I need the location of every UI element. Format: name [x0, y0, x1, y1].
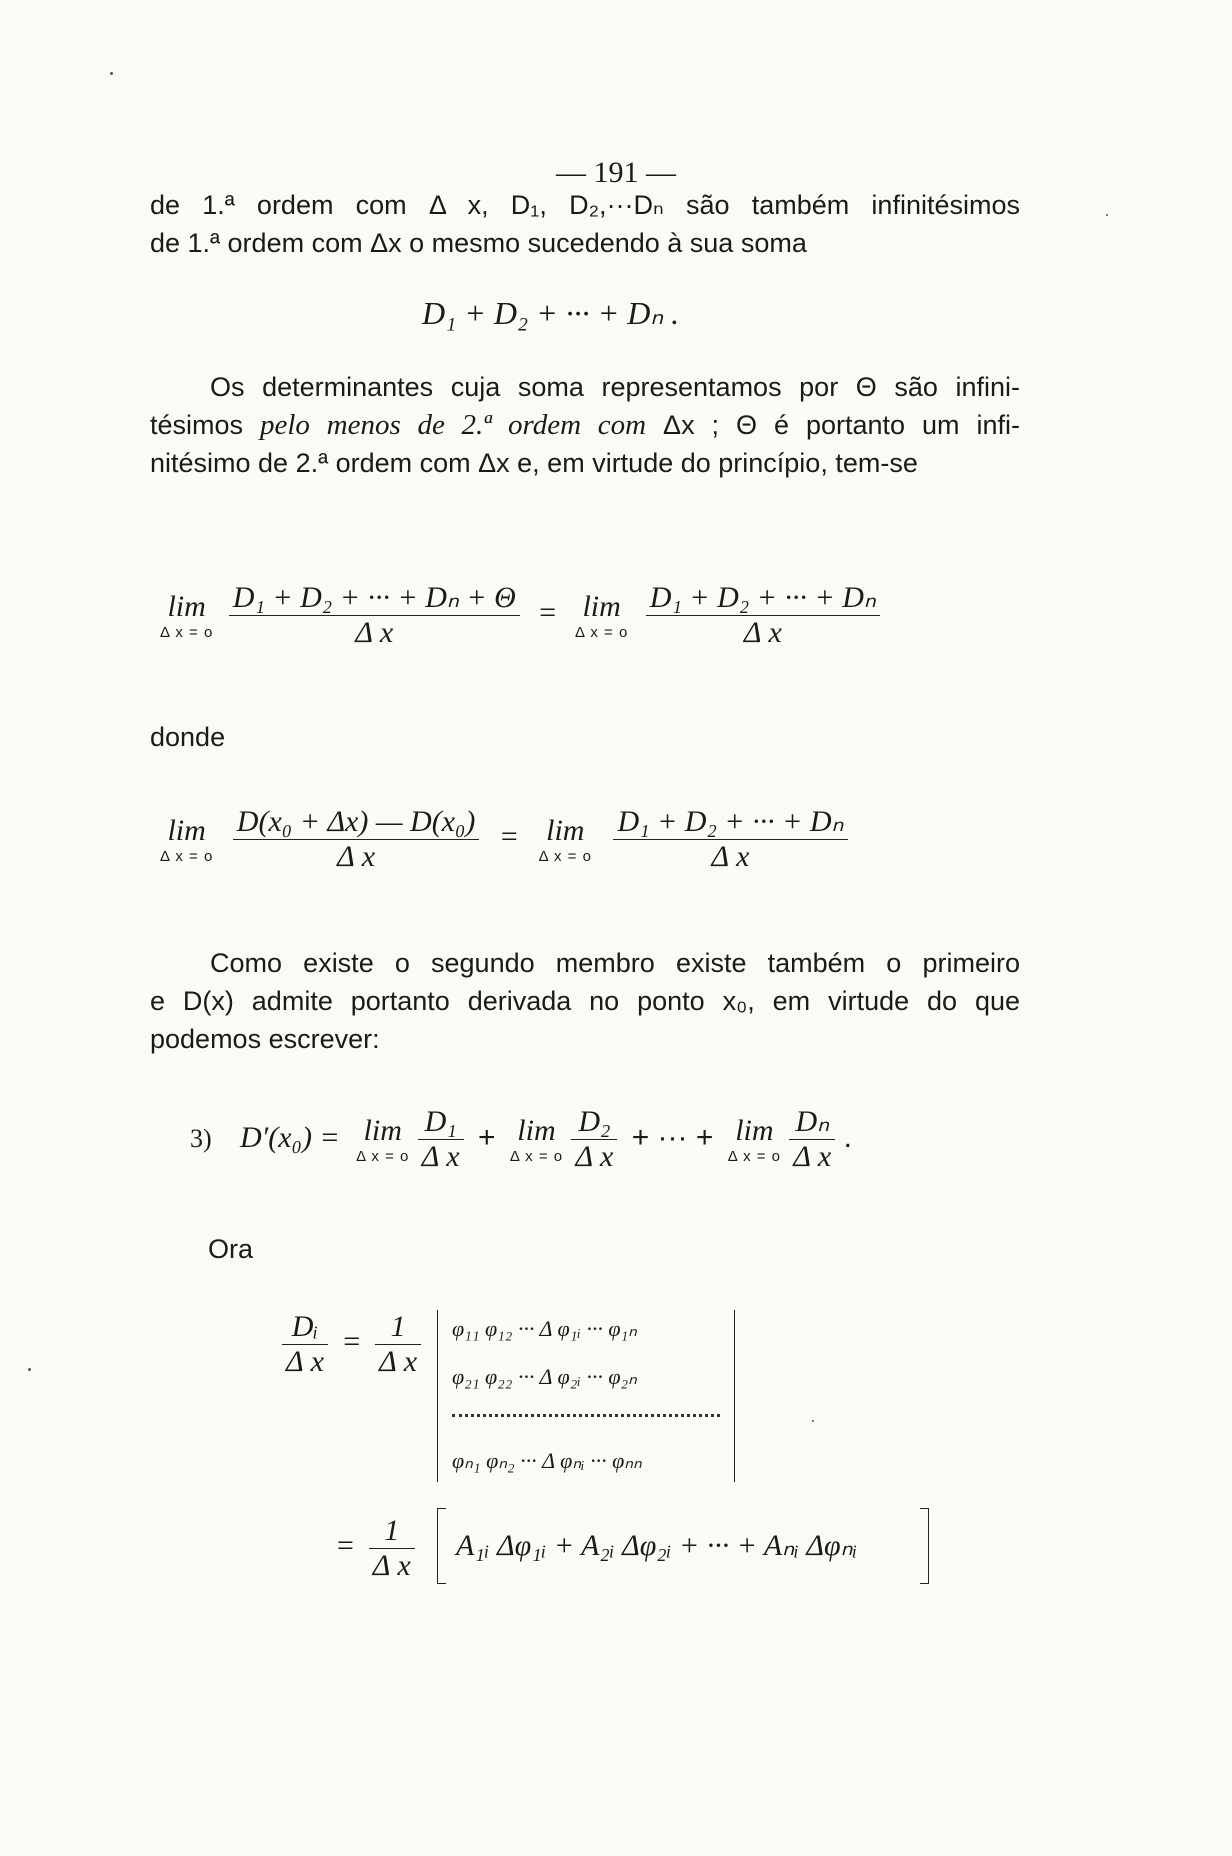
equals-sign: =	[537, 595, 558, 629]
lim-word: lim	[735, 1113, 774, 1147]
matrix-dotted-separator	[452, 1414, 720, 1417]
numerator: 1	[390, 1310, 406, 1343]
limit-equation-1	[160, 580, 880, 650]
fraction-di	[282, 1310, 328, 1379]
lim-subscript: Δ x = o	[575, 623, 629, 641]
lim-operator-left	[160, 590, 213, 641]
equals-sign: =	[341, 1325, 362, 1359]
numerator: D₁ + D₂ + ··· + Dₙ	[649, 581, 876, 614]
numerator: D(x₀ + Δx) — D(x₀)	[236, 804, 476, 838]
lim-operator-2	[510, 1114, 563, 1165]
denominator: Δ x	[337, 839, 376, 873]
lim-operator-left	[160, 814, 213, 865]
fraction-dn	[789, 1104, 835, 1174]
derivative-equation-3	[190, 1104, 852, 1174]
denominator: Δ x	[355, 616, 394, 649]
fraction-left	[229, 580, 520, 650]
fraction-one-over-dx	[375, 1310, 421, 1379]
paragraph-2-italic-phrase: pelo menos de 2.ª ordem com	[260, 409, 647, 441]
ora-text	[208, 1230, 1078, 1268]
limit-equation-2	[160, 804, 848, 874]
paragraph-1-line-2: de 1.ª ordem com Δx o mesmo sucedendo à sua soma	[150, 228, 807, 258]
fraction-right	[646, 580, 880, 650]
paragraph-1-line-1: de 1.ª ordem com Δ x, D₁, D₂,···Dₙ são também infinitésimos	[150, 190, 1020, 220]
lim-subscript: Δ x = o	[538, 847, 592, 865]
fraction-d2	[571, 1105, 617, 1174]
numerator: D₁	[424, 1104, 457, 1138]
numerator: D₂	[578, 1104, 611, 1138]
fraction-right	[613, 804, 847, 874]
scan-speck	[28, 1368, 31, 1371]
lim-operator-right	[575, 590, 628, 641]
numerator: Dᵢ	[291, 1310, 319, 1343]
matrix-row-n: φₙ₁ φₙ₂ ··· Δ φₙᵢ ··· φₙₙ	[452, 1448, 642, 1473]
paragraph-3-line-1: Como existe o segundo membro existe também o primeiro	[210, 948, 1020, 978]
lim-word: lim	[546, 813, 585, 847]
denominator: Δ x	[286, 1345, 324, 1378]
denominator: Δ x	[379, 1345, 418, 1378]
lim-subscript: Δ x = o	[160, 847, 214, 865]
lim-operator-1	[356, 1114, 409, 1165]
denominator: Δ x	[793, 1140, 832, 1173]
denominator: Δ x	[711, 840, 750, 873]
paragraph-3	[150, 944, 1020, 1058]
paragraph-2-line-2	[150, 406, 1020, 444]
derivative-lhs: D′(x₀) =	[240, 1120, 340, 1154]
numerator: D₁ + D₂ + ··· + Dₙ + Θ	[232, 581, 516, 614]
period: .	[843, 1120, 852, 1154]
plus-dots: + ··· +	[631, 1120, 714, 1154]
lim-word: lim	[517, 1113, 556, 1147]
fraction-left	[233, 805, 480, 874]
denominator: Δ x	[743, 616, 782, 649]
sum-equation: D₁ + D₂ + ··· + Dₙ .	[422, 295, 680, 331]
donde-text	[150, 718, 1020, 756]
denominator: Δ x	[372, 1549, 411, 1582]
scan-speck	[110, 72, 113, 75]
lim-word: lim	[363, 1113, 402, 1147]
scan-speck	[812, 1420, 814, 1422]
numerator: D₁ + D₂ + ··· + Dₙ	[617, 805, 844, 838]
matrix-row-2: φ₂₁ φ₂₂ ··· Δ φ₂ᵢ ··· φ₂ₙ	[452, 1364, 637, 1389]
paragraph-2	[150, 368, 1020, 482]
paragraph-1	[150, 186, 1020, 262]
cofactor-expansion-lhs	[335, 1514, 415, 1583]
left-bracket	[437, 1508, 446, 1584]
lim-word: lim	[167, 813, 206, 847]
plus-sign: +	[477, 1120, 496, 1154]
fraction-one-over-dx	[369, 1514, 415, 1583]
paragraph-2-line-1: Os determinantes cuja soma representamos por Θ são infini-	[210, 372, 1020, 402]
right-bracket	[920, 1508, 929, 1584]
paragraph-2-line-2-end: Δx ; Θ é portanto um infi-	[663, 410, 1020, 440]
numerator: 1	[384, 1514, 400, 1547]
ora-line: Ora	[208, 1234, 254, 1264]
lim-operator-n	[728, 1114, 781, 1165]
lim-subscript: Δ x = o	[356, 1147, 410, 1165]
lim-subscript: Δ x = o	[160, 623, 214, 641]
determinant-matrix	[437, 1310, 735, 1482]
lim-operator-right	[539, 814, 592, 865]
lim-subscript: Δ x = o	[727, 1147, 782, 1165]
equals-sign: =	[335, 1529, 356, 1563]
lim-subscript: Δ x = o	[509, 1147, 564, 1165]
denominator: Δ x	[575, 1139, 614, 1173]
paragraph-2-line-3: nitésimo de 2.ª ordem com Δx e, em virtude do princípio, tem-se	[150, 448, 918, 478]
donde-line: donde	[150, 722, 226, 752]
determinant-lhs	[282, 1310, 421, 1379]
page-number: — 191 —	[556, 156, 676, 189]
cofactor-expansion: A₁ᵢ Δφ₁ᵢ + A₂ᵢ Δφ₂ᵢ + ··· + Aₙᵢ Δφₙᵢ	[456, 1529, 858, 1562]
denominator: Δ x	[421, 1139, 460, 1173]
equals-sign: =	[498, 819, 520, 853]
equation-number: 3)	[190, 1123, 212, 1153]
numerator: Dₙ	[795, 1105, 830, 1138]
matrix-row-1: φ₁₁ φ₁₂ ··· Δ φ₁ᵢ ··· φ₁ₙ	[452, 1316, 637, 1341]
scan-speck	[1106, 214, 1108, 216]
paragraph-3-line-2: e D(x) admite portanto derivada no ponto x₀, em virtude do que	[150, 986, 1020, 1016]
lim-word: lim	[167, 589, 206, 623]
paragraph-3-line-3: podemos escrever:	[150, 1024, 380, 1054]
paragraph-2-line-2-start: tésimos	[150, 410, 244, 440]
lim-word: lim	[582, 589, 621, 623]
fraction-d1	[418, 1105, 464, 1174]
